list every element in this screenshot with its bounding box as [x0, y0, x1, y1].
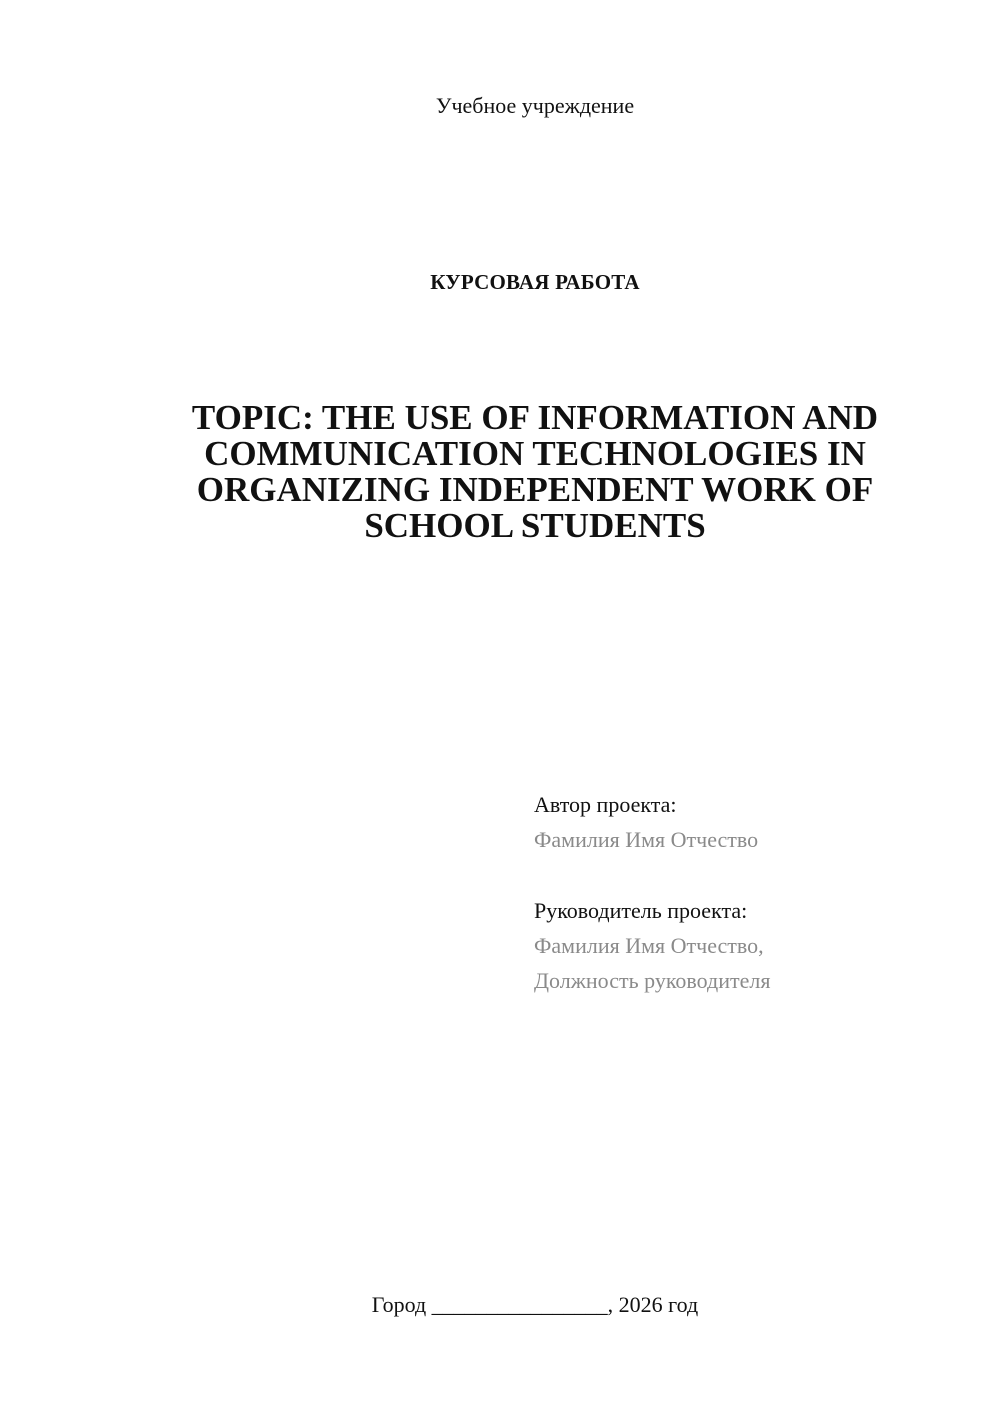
work-type-heading: КУРСОВАЯ РАБОТА: [430, 270, 640, 294]
city-year-line: Город ________________, 2026 год: [371, 1292, 699, 1317]
topic-line: TOPIC: THE USE OF INFORMATION AND: [191, 398, 879, 437]
author-label: Автор проекта:: [534, 792, 677, 817]
supervisor-name: Фамилия Имя Отчество,: [534, 933, 764, 958]
topic-title: [70, 400, 1000, 544]
supervisor-position: Должность руководителя: [534, 968, 771, 993]
supervisor-label: Руководитель проекта:: [534, 898, 748, 923]
topic-line: SCHOOL STUDENTS: [364, 506, 706, 545]
author-block: [534, 787, 974, 857]
topic-line: ORGANIZING INDEPENDENT WORK OF: [196, 470, 874, 509]
supervisor-block: [534, 893, 974, 998]
author-name: Фамилия Имя Отчество: [534, 827, 759, 852]
institution-name: Учебное учреждение: [435, 93, 635, 118]
topic-line: COMMUNICATION TECHNOLOGIES IN: [204, 434, 866, 473]
